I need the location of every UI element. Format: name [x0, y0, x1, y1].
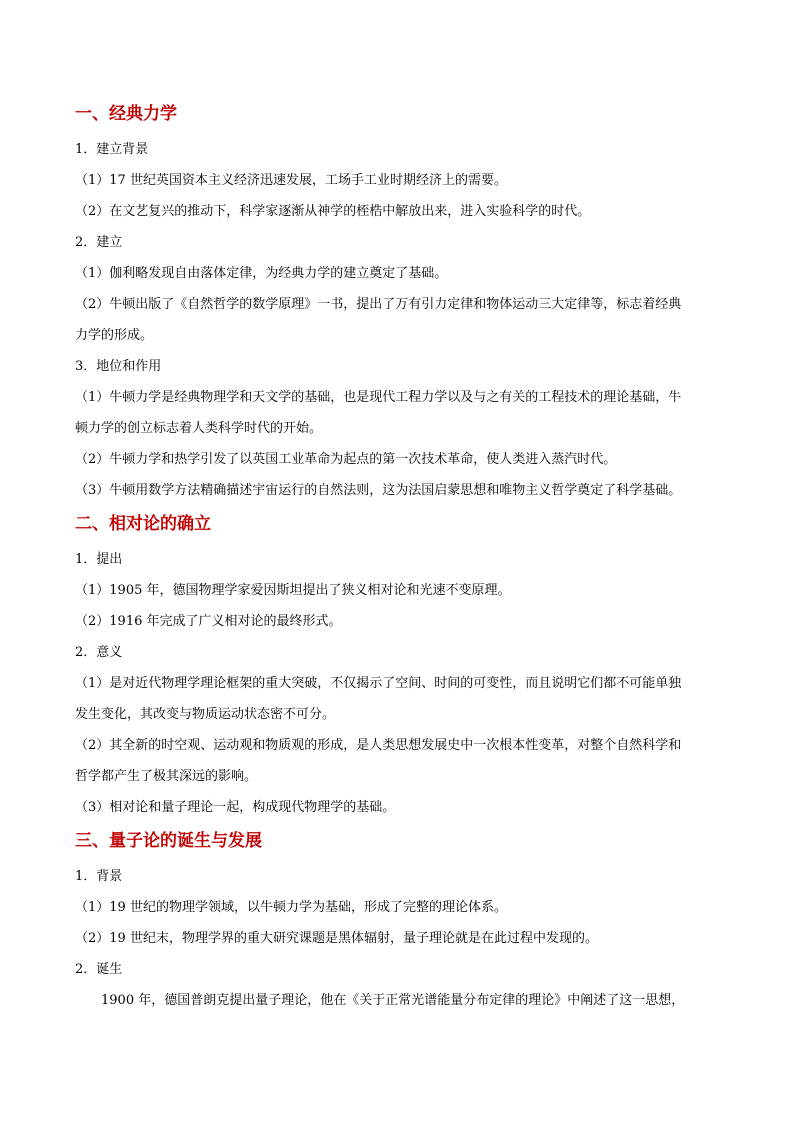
subheading-birth: 2．诞生 [75, 962, 123, 977]
paragraph-line: （2）1916 年完成了广义相对论的最终形式。 [75, 614, 342, 629]
paragraph-line: （1）17 世纪英国资本主义经济迅速发展，工场手工业时期经济上的需要。 [75, 173, 507, 188]
paragraph-line: 哲学都产生了极其深远的影响。 [75, 769, 258, 784]
paragraph-line: 力学的形成。 [75, 328, 154, 343]
paragraph-line: （1）1905 年，德国物理学家爱因斯坦提出了狭义相对论和光速不变原理。 [75, 583, 511, 598]
section-heading-quantum-theory: 三、量子论的诞生与发展 [75, 831, 262, 851]
subheading-significance: 2．意义 [75, 645, 123, 660]
paragraph-line: （3）相对论和量子理论一起，构成现代物理学的基础。 [75, 800, 396, 815]
paragraph-line: （3）牛顿用数学方法精确描述宇宙运行的自然法则，这为法国启蒙思想和唯物主义哲学奠定了科学基础。 [75, 483, 682, 498]
paragraph-line: （1）伽利略发现自由落体定律，为经典力学的建立奠定了基础。 [75, 266, 448, 281]
paragraph-line: 顿力学的创立标志着人类科学时代的开始。 [75, 421, 323, 436]
paragraph-line: 发生变化，其改变与物质运动状态密不可分。 [75, 707, 336, 722]
paragraph-line: （2）19 世纪末，物理学界的重大研究课题是黑体辐射，量子理论就是在此过程中发现的。 [75, 931, 598, 946]
paragraph-line: （2）其全新的时空观、运动观和物质观的形成，是人类思想发展史中一次根本性变革，对整个自然科学和 [75, 738, 682, 753]
paragraph-line: 1900 年，德国普朗克提出量子理论，他在《关于正常光谱能量分布定律的理论》中阐述了这一思想， [101, 993, 685, 1008]
subheading-background: 1．建立背景 [75, 142, 149, 157]
subheading-establishment: 2．建立 [75, 235, 123, 250]
paragraph-line: （2）牛顿出版了《自然哲学的数学原理》一书，提出了万有引力定律和物体运动三大定律等，标志着经典 [75, 297, 682, 312]
paragraph-line: （1）牛顿力学是经典物理学和天文学的基础，也是现代工程力学以及与之有关的工程技术的理论基础，牛 [75, 390, 682, 405]
paragraph-line: （1）是对近代物理学理论框架的重大突破，不仅揭示了空间、时间的可变性，而且说明它们都不可能单独 [75, 676, 682, 691]
subheading-status-and-role: 3．地位和作用 [75, 359, 162, 374]
section-heading-classical-mechanics: 一、经典力学 [75, 104, 177, 124]
paragraph-line: （2）牛顿力学和热学引发了以英国工业革命为起点的第一次技术革命，使人类进入蒸汽时代。 [75, 452, 617, 467]
subheading-proposal: 1．提出 [75, 552, 123, 567]
paragraph-line: （1）19 世纪的物理学领域，以牛顿力学为基础，形成了完整的理论体系。 [75, 900, 507, 915]
subheading-background: 1．背景 [75, 869, 123, 884]
paragraph-line: （2）在文艺复兴的推动下，科学家逐渐从神学的桎梏中解放出来，进入实验科学的时代。 [75, 204, 591, 219]
section-heading-relativity: 二、相对论的确立 [75, 514, 211, 534]
document-content [75, 100, 725, 1016]
